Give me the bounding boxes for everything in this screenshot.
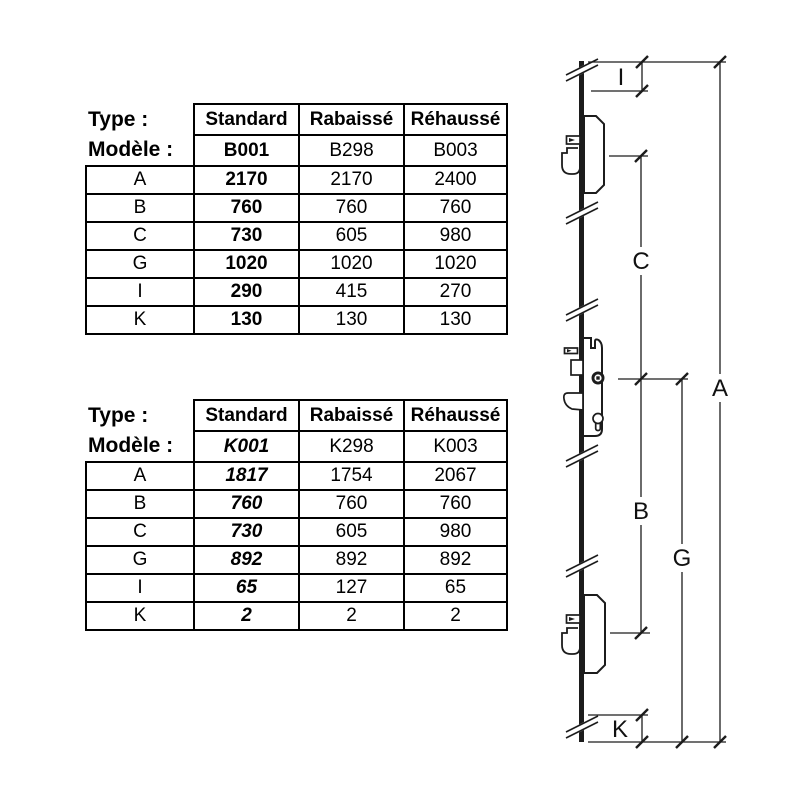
row-label: G — [86, 546, 194, 574]
table-row-a — [86, 462, 507, 490]
value-cell: 2170 — [194, 166, 299, 194]
value-cell: 760 — [194, 194, 299, 222]
value-cell: 65 — [404, 574, 507, 602]
table-row-i — [86, 278, 507, 306]
value-cell: 760 — [404, 490, 507, 518]
model-cell: K298 — [299, 431, 404, 462]
model-cell: K003 — [404, 431, 507, 462]
table-b-series — [85, 103, 508, 335]
table-row-g — [86, 546, 507, 574]
table-row-c — [86, 222, 507, 250]
value-cell: 2 — [299, 602, 404, 630]
value-cell: 892 — [299, 546, 404, 574]
value-cell: 130 — [299, 306, 404, 334]
dimension-lines — [588, 62, 729, 742]
value-cell: 1817 — [194, 462, 299, 490]
value-cell: 130 — [194, 306, 299, 334]
value-cell: 127 — [299, 574, 404, 602]
value-cell: 2400 — [404, 166, 507, 194]
top-lock-case — [584, 116, 604, 193]
model-label: Modèle : — [88, 434, 174, 457]
value-cell: 605 — [299, 518, 404, 546]
column-header-rehausse: Réhaussé — [404, 400, 507, 431]
dimension-table-k-series — [85, 399, 508, 631]
center-lock-keep — [571, 360, 583, 375]
model-cell: B298 — [299, 135, 404, 166]
table-row-model — [86, 431, 507, 462]
dim-label-i: I — [617, 64, 625, 91]
value-cell: 1020 — [299, 250, 404, 278]
value-cell: 605 — [299, 222, 404, 250]
value-cell: 760 — [404, 194, 507, 222]
table-row-k — [86, 306, 507, 334]
spindle-hole-icon — [596, 376, 599, 379]
row-label: B — [86, 490, 194, 518]
column-header-rabaisse: Rabaissé — [299, 400, 404, 431]
row-label: G — [86, 250, 194, 278]
value-cell: 1020 — [194, 250, 299, 278]
value-cell: 730 — [194, 518, 299, 546]
table-row-i — [86, 574, 507, 602]
top-hook-lock — [562, 116, 604, 193]
value-cell: 760 — [194, 490, 299, 518]
value-cell: 892 — [194, 546, 299, 574]
column-header-rabaisse: Rabaissé — [299, 104, 404, 135]
row-label: I — [86, 278, 194, 306]
row-label: A — [86, 166, 194, 194]
model-label: Modèle : — [88, 138, 174, 161]
dim-label-g: G — [672, 545, 692, 572]
value-cell: 760 — [299, 194, 404, 222]
bottom-lock-case — [584, 595, 605, 673]
table-row-model — [86, 135, 507, 166]
dimension-labels — [612, 64, 731, 743]
table-row-type — [86, 104, 507, 135]
row-label: C — [86, 518, 194, 546]
value-cell: 415 — [299, 278, 404, 306]
dimension-table-b-series — [85, 103, 508, 335]
value-cell: 980 — [404, 518, 507, 546]
table-row-type — [86, 400, 507, 431]
model-cell: K001 — [194, 431, 299, 462]
value-cell: 2067 — [404, 462, 507, 490]
hook-bolt-icon — [562, 628, 580, 654]
column-header-standard: Standard — [194, 400, 299, 431]
table-row-b — [86, 490, 507, 518]
model-cell: B001 — [194, 135, 299, 166]
model-cell: B003 — [404, 135, 507, 166]
latch-bolt-icon — [564, 393, 583, 410]
central-lock-case — [564, 338, 605, 436]
value-cell: 892 — [404, 546, 507, 574]
dim-label-b: B — [632, 498, 650, 525]
value-cell: 980 — [404, 222, 507, 250]
euro-cylinder-icon — [593, 414, 603, 424]
hook-bolt-icon — [562, 148, 580, 174]
column-header-standard: Standard — [194, 104, 299, 135]
value-cell: 2170 — [299, 166, 404, 194]
table-row-k — [86, 602, 507, 630]
value-cell: 1754 — [299, 462, 404, 490]
value-cell: 270 — [404, 278, 507, 306]
value-cell: 730 — [194, 222, 299, 250]
row-label: K — [86, 306, 194, 334]
type-label: Type : — [88, 107, 149, 131]
bottom-hook-lock — [562, 595, 605, 673]
table-row-g — [86, 250, 507, 278]
value-cell: 2 — [194, 602, 299, 630]
value-cell: 130 — [404, 306, 507, 334]
table-row-a — [86, 166, 507, 194]
value-cell: 290 — [194, 278, 299, 306]
row-label: C — [86, 222, 194, 250]
row-label: I — [86, 574, 194, 602]
dim-label-a: A — [711, 375, 729, 402]
value-cell: 1020 — [404, 250, 507, 278]
value-cell: 2 — [404, 602, 507, 630]
dim-label-k: K — [611, 716, 629, 743]
table-row-c — [86, 518, 507, 546]
table-row-b — [86, 194, 507, 222]
row-label: A — [86, 462, 194, 490]
type-label: Type : — [88, 403, 149, 427]
row-label: K — [86, 602, 194, 630]
column-header-rehausse: Réhaussé — [404, 104, 507, 135]
row-label: B — [86, 194, 194, 222]
dim-label-c: C — [632, 248, 650, 275]
value-cell: 65 — [194, 574, 299, 602]
table-k-series — [85, 399, 508, 631]
value-cell: 760 — [299, 490, 404, 518]
multipoint-lock-diagram — [540, 35, 750, 770]
